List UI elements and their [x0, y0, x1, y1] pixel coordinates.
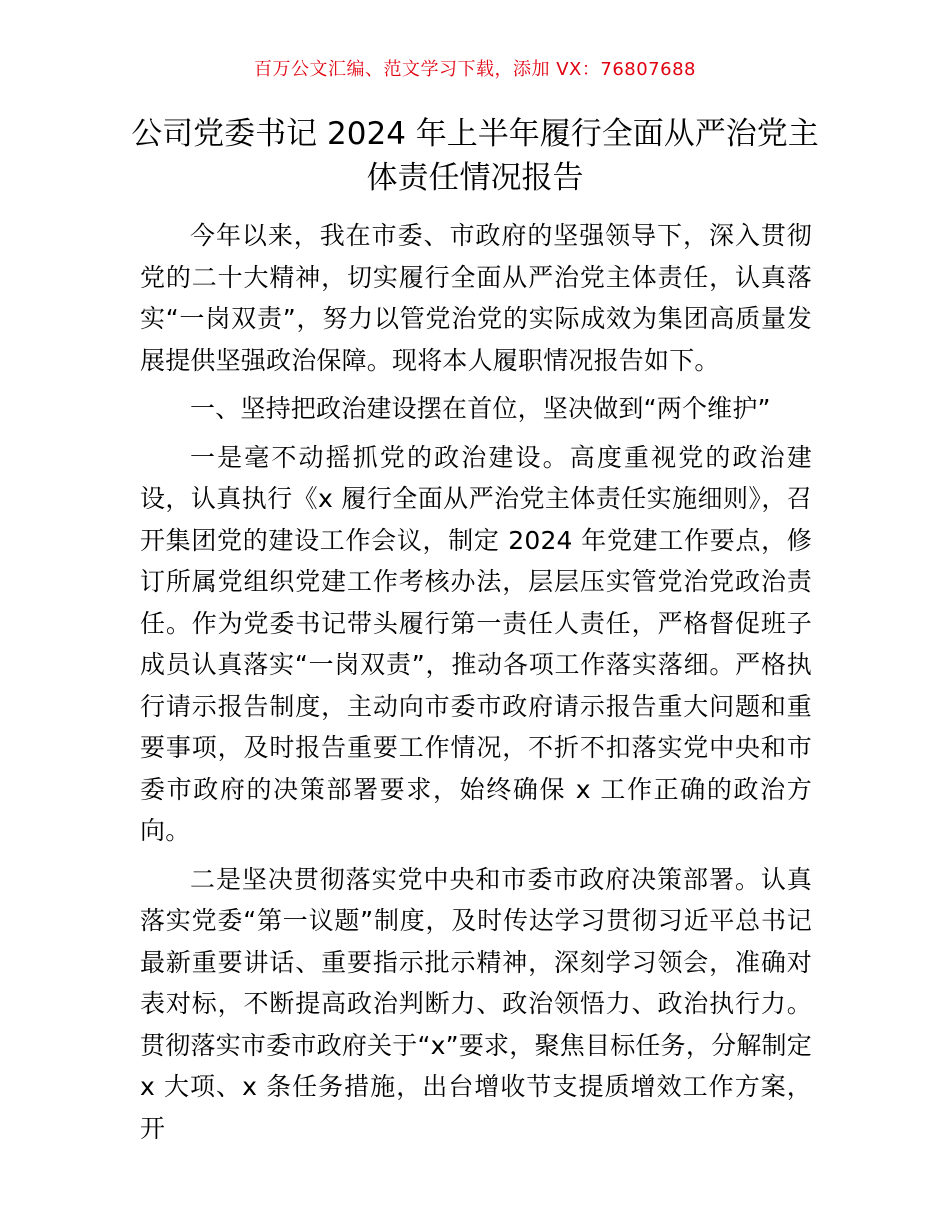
document-body	[140, 215, 812, 1156]
body-paragraph-1: 一是毫不动摇抓党的政治建设。高度重视党的政治建设，认真执行《x 履行全面从严治党主体责任实施细则》，召开集团党的建设工作会议，制定 2024 年党建工作要点，修订所属党组织党建工作考核办法，层层压实管党治党政治责任。作为党委书记带头履行第一责任人责任，严格督促班子成员认真落实“一岗双责”，推动各项工作落实落细。严格执行请示报告制度，主动向市委市政府请示报告重大问题和重要事项，及时报告重要工作情况，不折不扣落实党中央和市委市政府的决策部署要求，始终确保 x 工作正确的政治方向。	[140, 442, 812, 845]
document-title: 公司党委书记 2024 年上半年履行全面从严治党主体责任情况报告	[131, 116, 819, 196]
header-note: 百万公文汇编、范文学习下载，添加 VX：76807688	[254, 59, 696, 80]
body-paragraph-2: 二是坚决贯彻落实党中央和市委市政府决策部署。认真落实党委“第一议题”制度，及时传达学习贯彻习近平总书记最新重要讲话、重要指示批示精神，深刻学习领会，准确对表对标，不断提高政治判断力、政治领悟力、政治执行力。贯彻落实市委市政府关于“x”要求，聚焦目标任务，分解制定 x 大项、x 条任务措施，出台增收节支提质增效工作方案，开	[140, 864, 812, 1143]
section-heading: 一、坚持把政治建设摆在首位，坚决做到“两个维护”	[190, 394, 771, 423]
intro-paragraph: 今年以来，我在市委、市政府的坚强领导下，深入贯彻党的二十大精神，切实履行全面从严治党主体责任，认真落实“一岗双责”，努力以管党治党的实际成效为集团高质量发展提供坚强政治保障。现将本人履职情况报告如下。	[140, 221, 812, 375]
